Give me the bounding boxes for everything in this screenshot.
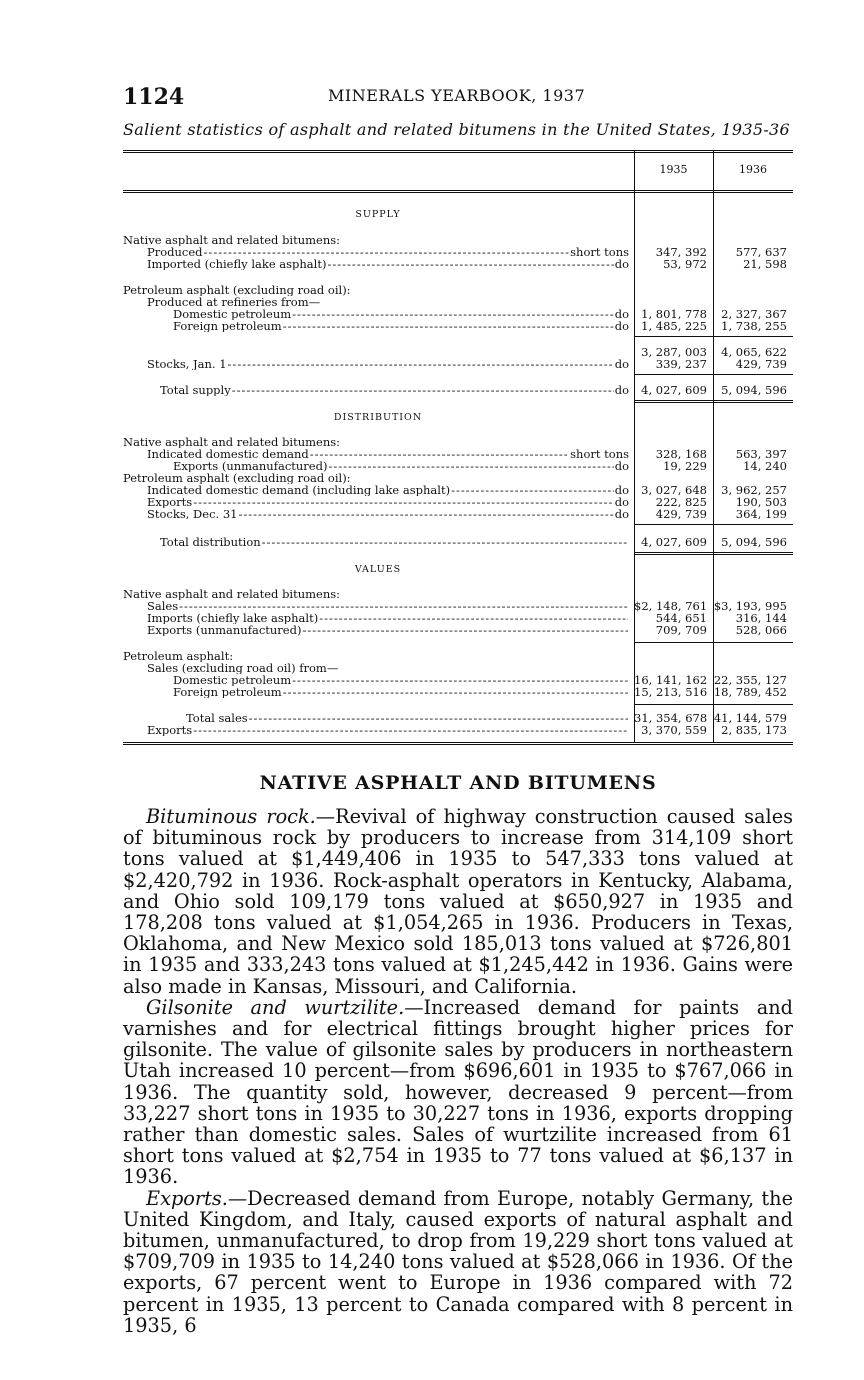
table-row [186,712,629,724]
row-label: Petroleum asphalt (excluding road oil): [123,284,351,296]
running-title: MINERALS YEARBOOK, 1937 [328,86,586,105]
cell-1935: $2, 148, 761 [634,599,708,613]
cell-1935: 429, 739 [655,507,707,521]
col-header-1936: 1936 [739,163,767,176]
cell-1935: 339, 237 [655,357,707,371]
cell-1936: 364, 199 [735,507,787,521]
column-divider-2 [713,150,714,742]
row-unit: do [614,384,629,396]
cell-1936: 5, 094, 596 [721,535,787,549]
paragraph [123,1188,793,1336]
paragraph [123,997,793,1188]
row-label: Native asphalt and related bitumens: [123,436,341,448]
paragraph-lead: Exports. [146,1186,228,1210]
body-text [123,806,793,1336]
cell-1935: 222, 825 [655,495,707,509]
cell-1935: 4, 027, 609 [641,535,707,549]
table-row [147,612,629,624]
cell-1936: 577, 637 [735,245,787,259]
cell-1936: 4, 065, 622 [721,345,787,359]
cell-1935: 347, 392 [655,245,707,259]
table-row [160,384,629,396]
total-rule [634,524,793,525]
paragraph-lead: Bituminous rock. [146,805,316,828]
table-caption: Salient statistics of asphalt and related bitumens in the United States, 1935-36 [123,120,791,139]
table-row [147,246,629,258]
row-unit: do [614,508,629,520]
paragraph-lead: Gilsonite and wurtzilite. [146,995,405,1019]
cell-1936: 563, 397 [735,447,787,461]
row-unit: do [614,320,629,332]
table-row [160,536,629,548]
section-supply: SUPPLY [355,209,401,220]
cell-1935: 1, 485, 225 [641,319,707,333]
cell-1936: 14, 240 [743,459,787,473]
row-label: Total supply [160,384,231,396]
total-double-rule [634,552,793,555]
header-rule [123,190,793,193]
cell-1935: 31, 354, 678 [634,711,708,725]
row-label: Petroleum asphalt: [123,650,234,662]
running-head [123,84,793,114]
row-unit: do [614,484,629,496]
row-label: Native asphalt and related bitumens: [123,588,341,600]
cell-1936: 429, 739 [735,357,787,371]
cell-1935: 3, 027, 648 [641,483,707,497]
cell-1936: 2, 327, 367 [721,307,787,321]
table-row [173,686,629,698]
table-top-rule [123,150,793,153]
section-values: VALUES [354,564,402,575]
cell-1935: 15, 213, 516 [634,685,708,699]
row-label: Total sales [186,712,248,724]
row-label: Exports (unmanufactured) [147,624,302,636]
row-label: Domestic petroleum [173,674,292,686]
cell-1936: 1, 738, 255 [721,319,787,333]
table-bottom-rule [123,742,793,745]
column-divider-1 [634,150,635,742]
cell-1935: 328, 168 [655,447,707,461]
table-row [147,496,629,508]
row-label: Produced [147,246,203,258]
cell-1936: $3, 193, 995 [713,599,787,613]
row-label: Domestic petroleum [173,308,292,320]
page-number: 1124 [123,84,185,110]
paragraph-text: —Decreased demand from Europe, notably Germany, the United Kingdom, and Italy, caused exports of natural asphalt and bitumen, unmanufactured, to drop from 19,229 short tons valued at $709,709 in 1935 to 14,240 tons valued at $528,066 in 1936. Of the exports, 67 percent went to Europe in 1936 compared with 72 percent in 1935, 13 percent to Canada compared with 8 percent in 1935, 6 [123,1186,793,1337]
table-row [173,460,629,472]
row-unit: short tons [570,448,629,460]
section-heading: NATIVE ASPHALT AND BITUMENS [259,772,657,794]
table-row [173,320,629,332]
row-unit: do [614,258,629,270]
total-rule [634,704,793,705]
cell-1935: 709, 709 [655,623,707,637]
total-double-rule [634,400,793,403]
row-unit: do [614,496,629,508]
table-row [147,484,629,496]
row-label: Foreign petroleum [173,320,282,332]
row-label: Exports [147,496,193,508]
cell-1936: 3, 962, 257 [721,483,787,497]
row-label: Petroleum asphalt (excluding road oil): [123,472,351,484]
table-row [147,600,629,612]
table-row [173,308,629,320]
row-label: Indicated domestic demand (including lake asphalt) [147,484,451,496]
section-distribution: DISTRIBUTION [333,412,423,423]
table-row [147,258,629,270]
cell-1936: 190, 503 [735,495,787,509]
paragraph-text: —Revival of highway construction caused sales of bituminous rock by producers to increase from 314,109 short tons valued at $1,449,406 in 1935 to 547,333 tons valued at $2,420,792 in 1936. Rock-asphalt operators in Kentucky, Alabama, and Ohio sold 109,179 tons valued at $650,927 in 1935 and 178,208 tons valued at $1,054,265 in 1936. Producers in Texas, Oklahoma, and New Mexico sold 185,013 tons valued at $726,801 in 1935 and 333,243 tons valued at $1,245,442 in 1936. Gains were also made in Kansas, Missouri, and California. [123,805,793,998]
row-label: Stocks, Jan. 1 [147,358,227,370]
row-unit: short tons [570,246,629,258]
cell-1935: 16, 141, 162 [634,673,708,687]
cell-1936: 5, 094, 596 [721,383,787,397]
cell-1936: 528, 066 [735,623,787,637]
row-unit: do [614,308,629,320]
row-label: Indicated domestic demand [147,448,309,460]
row-label: Exports (unmanufactured) [173,460,328,472]
cell-1935: 4, 027, 609 [641,383,707,397]
cell-1935: 544, 651 [655,611,707,625]
col-header-1935: 1935 [659,163,688,176]
table-row [173,674,629,686]
row-unit: do [614,358,629,370]
table-row [147,448,629,460]
cell-1935: 3, 370, 559 [641,723,707,737]
table-row [147,508,629,520]
cell-1936: 21, 598 [743,257,787,271]
row-label: Imported (chiefly lake asphalt) [147,258,327,270]
subtotal-rule [634,336,793,337]
paragraph [123,806,793,997]
row-unit: do [614,460,629,472]
cell-1936: 18, 789, 452 [713,685,787,699]
row-label: Stocks, Dec. 31 [147,508,238,520]
cell-1936: 2, 835, 173 [721,723,787,737]
table-row [147,358,629,370]
table-row [147,724,629,736]
subtotal-rule [634,642,793,643]
cell-1935: 53, 972 [663,257,707,271]
cell-1935: 19, 229 [663,459,707,473]
total-rule [634,374,793,375]
row-label: Sales [147,600,179,612]
row-label: Total distribution [160,536,261,548]
cell-1935: 3, 287, 003 [641,345,707,359]
row-label: Native asphalt and related bitumens: [123,234,341,246]
paragraph-text: —Increased demand for paints and varnishes and for electrical fittings brought higher prices for gilsonite. The value of gilsonite sales by producers in northeastern Utah increased 10 percent—from $696,601 in 1935 to $767,066 in 1936. The quantity sold, however, decreased 9 percent—from 33,227 short tons in 1935 to 30,227 tons in 1936, exports dropping rather than domestic sales. Sales of wurtzilite increased from 61 short tons valued at $2,754 in 1935 to 77 tons valued at $6,137 in 1936. [123,995,793,1189]
cell-1936: 22, 355, 127 [713,673,787,687]
cell-1936: 41, 144, 579 [713,711,787,725]
table-row [147,624,629,636]
row-label: Imports (chiefly lake asphalt) [147,612,319,624]
row-label: Produced at refineries from— [147,296,321,308]
row-label: Exports [147,724,193,736]
row-label: Sales (excluding road oil) from— [147,662,339,674]
cell-1935: 1, 801, 778 [641,307,707,321]
cell-1936: 316, 144 [735,611,787,625]
row-label: Foreign petroleum [173,686,282,698]
statistics-table [123,150,793,750]
